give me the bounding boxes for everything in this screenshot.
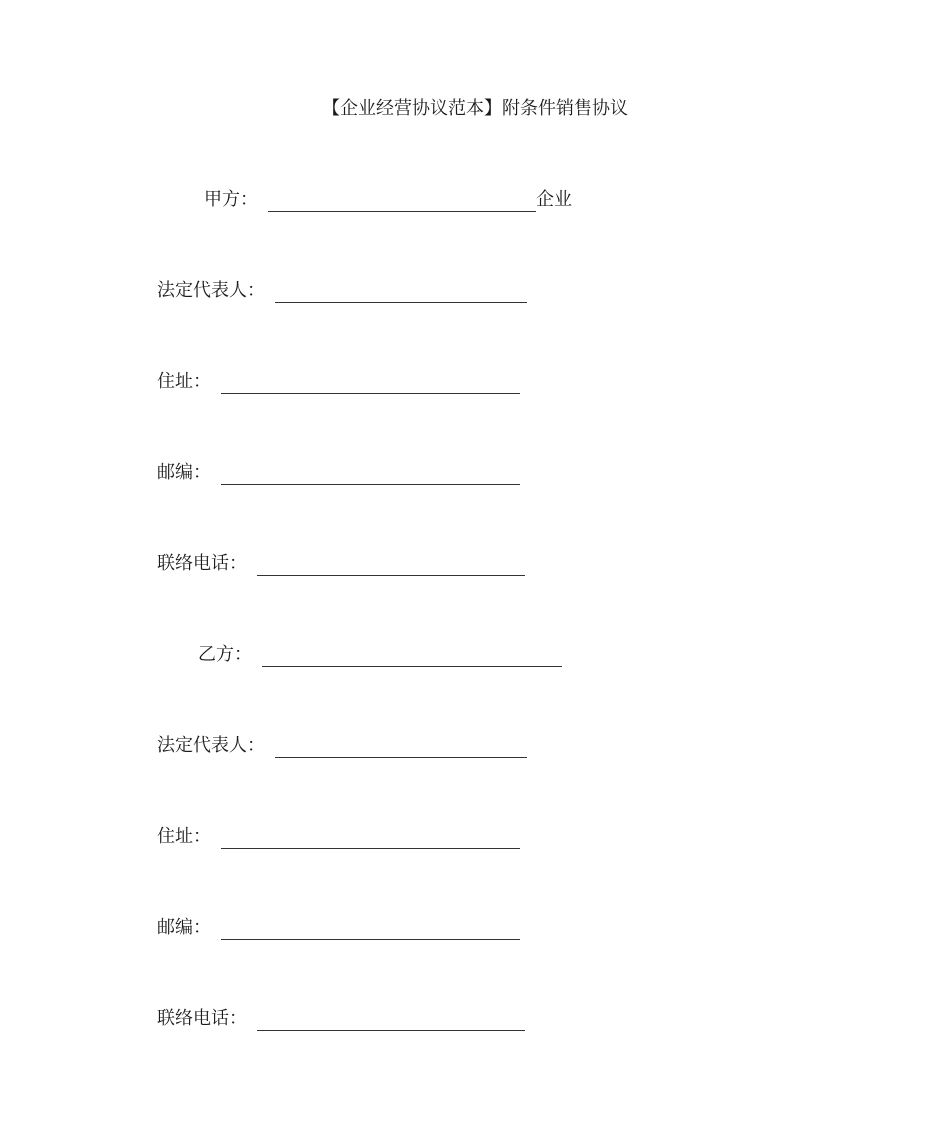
party-b-phone-blank[interactable] xyxy=(257,1008,525,1031)
party-a-phone-label: 联络电话： xyxy=(157,553,247,574)
party-b-representative-row xyxy=(157,734,527,758)
party-b-address-blank[interactable] xyxy=(221,826,520,849)
party-b-address-row xyxy=(157,825,520,849)
party-a-name-blank[interactable] xyxy=(268,189,536,212)
party-b-name-blank[interactable] xyxy=(262,644,562,667)
party-a-phone-blank[interactable] xyxy=(257,553,525,576)
party-b-postcode-row xyxy=(157,916,520,940)
party-b-phone-row xyxy=(157,1007,525,1031)
party-a-row xyxy=(204,188,572,212)
party-a-postcode-blank[interactable] xyxy=(221,462,520,485)
party-b-label: 乙方： xyxy=(198,644,252,665)
party-a-representative-blank[interactable] xyxy=(275,280,527,303)
party-a-phone-row xyxy=(157,552,525,576)
party-b-postcode-blank[interactable] xyxy=(221,917,520,940)
party-a-representative-label: 法定代表人： xyxy=(157,280,265,301)
party-b-postcode-label: 邮编： xyxy=(157,917,211,938)
party-a-address-row xyxy=(157,370,520,394)
party-a-address-blank[interactable] xyxy=(221,371,520,394)
party-a-label: 甲方： xyxy=(204,189,258,210)
party-a-representative-row xyxy=(157,279,527,303)
party-a-postcode-row xyxy=(157,461,520,485)
party-a-postcode-label: 邮编： xyxy=(157,462,211,483)
party-a-suffix: 企业 xyxy=(536,189,572,210)
party-b-phone-label: 联络电话： xyxy=(157,1008,247,1029)
party-a-address-label: 住址： xyxy=(157,371,211,392)
document-title: 【企业经营协议范本】附条件销售协议 xyxy=(322,98,628,119)
party-b-address-label: 住址： xyxy=(157,826,211,847)
party-b-representative-label: 法定代表人： xyxy=(157,735,265,756)
party-b-representative-blank[interactable] xyxy=(275,735,527,758)
party-b-row xyxy=(198,643,562,667)
